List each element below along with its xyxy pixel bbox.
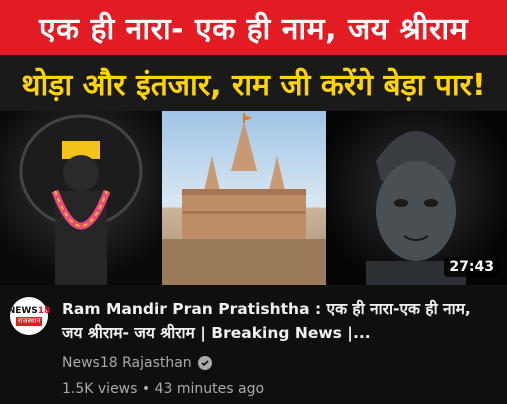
headline-bottom-text: थोड़ा और इंतजार, राम जी करेंगे बेड़ा पार! bbox=[21, 67, 486, 103]
video-duration-badge: 27:43 bbox=[444, 257, 499, 277]
stats-separator: • bbox=[141, 381, 151, 397]
upload-age: 43 minutes ago bbox=[154, 381, 265, 397]
thumbnail-headline-bottom bbox=[0, 55, 507, 111]
channel-avatar[interactable]: NEWS18 राजस्थान bbox=[10, 297, 48, 335]
video-stats bbox=[62, 381, 264, 397]
channel-name[interactable]: News18 Rajasthan bbox=[62, 355, 192, 371]
view-count: 1.5K views bbox=[62, 381, 138, 397]
video-metadata bbox=[0, 297, 507, 404]
thumbnail-headline-top bbox=[0, 0, 507, 55]
video-title[interactable]: Ram Mandir Pran Pratishtha : एक ही नारा-एक ही नाम, जय श्रीराम- जय श्रीराम | Breaking News |... bbox=[62, 300, 471, 342]
headline-top-text: एक ही नारा- एक ही नाम, जय श्रीराम bbox=[38, 12, 469, 47]
verified-check-icon bbox=[198, 356, 212, 370]
thumbnail-images bbox=[0, 111, 507, 285]
channel-name-row[interactable] bbox=[62, 355, 212, 371]
ram-idol-image bbox=[0, 111, 162, 285]
ram-mandir-temple-image bbox=[162, 111, 326, 285]
